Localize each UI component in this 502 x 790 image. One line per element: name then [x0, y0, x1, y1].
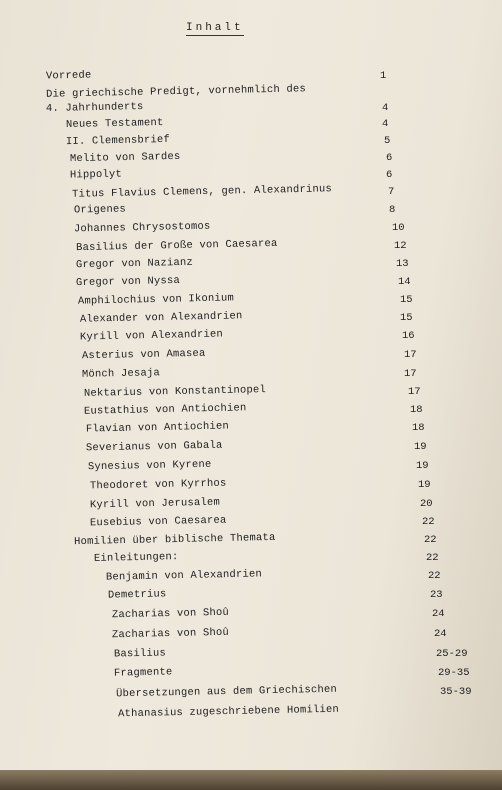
- toc-entry-page: 12: [394, 240, 407, 252]
- toc-entry-title: Gregor von Nazianz: [75, 256, 194, 272]
- toc-entry-page: 18: [412, 422, 425, 434]
- page-title: Inhalt: [186, 22, 244, 34]
- toc-entry-title: Alexander von Alexandrien: [79, 310, 243, 326]
- toc-entry-title: Melito von Sardes: [69, 150, 181, 166]
- toc-entry-title: Eusebius von Caesarea: [89, 514, 227, 530]
- toc-entry-page: 17: [408, 386, 421, 398]
- toc-entry-page: 17: [404, 349, 417, 361]
- toc-entry-page: 20: [420, 498, 433, 510]
- toc-entry-page: 14: [398, 276, 411, 288]
- toc-entry-page: 4: [382, 118, 389, 130]
- toc-entry-page: 23: [430, 589, 443, 601]
- toc-entry-page: 4: [382, 102, 389, 114]
- toc-entry-title: Athanasius zugeschriebene Homilien: [117, 703, 340, 721]
- toc-entry-page: 22: [422, 516, 435, 528]
- toc-entry-title: Einleitungen:: [93, 551, 179, 565]
- toc-entry-title: Johannes Chrysostomos: [73, 220, 211, 236]
- toc-entry-title: Fragmente: [113, 666, 173, 680]
- toc-entry-page: 18: [410, 404, 423, 416]
- toc-entry-page: 35-39: [440, 686, 472, 698]
- toc-entry-title: Severianus von Gabala: [85, 439, 223, 455]
- toc-entry-title: Amphilochius von Ikonium: [77, 292, 235, 308]
- toc-entry-title: Synesius von Kyrene: [87, 458, 212, 474]
- toc-entry-title: Origenes: [73, 203, 127, 217]
- toc-entry-page: 15: [400, 312, 413, 324]
- toc-entry-title: Kyrill von Alexandrien: [79, 328, 224, 344]
- toc-entry-page: 19: [416, 460, 429, 472]
- toc-entry-page: 6: [386, 169, 393, 181]
- toc-entry-page: 16: [402, 330, 415, 342]
- toc-entry-title: Neues Testament: [65, 116, 164, 132]
- toc-entry-page: 7: [388, 186, 395, 198]
- toc-entry-title: Vorrede: [45, 69, 92, 83]
- toc-entry-title: Demetrius: [107, 588, 167, 602]
- toc-entry-title: Eustathius von Antiochien: [83, 402, 247, 418]
- toc-entry-title: Titus Flavius Clemens, gen. Alexandrinus: [71, 183, 333, 201]
- toc-entry-page: 24: [434, 628, 447, 640]
- toc-entry-page: 19: [414, 441, 427, 453]
- toc-entry-page: 8: [389, 204, 396, 216]
- toc-entry-title: Basilius der Große von Caesarea: [75, 237, 278, 255]
- toc-entry-page: 17: [404, 368, 417, 380]
- toc-entry-title: Flavian von Antiochien: [85, 420, 230, 436]
- toc-entry-page: 22: [426, 552, 439, 564]
- toc-entry-title: Asterius von Amasea: [81, 347, 206, 363]
- toc-entry-title: 4. Jahrhunderts: [45, 100, 144, 116]
- toc-entry-page: 22: [428, 570, 441, 582]
- toc-entry-title: Kyrill von Jerusalem: [89, 496, 221, 512]
- toc-entry-page: 1: [380, 70, 387, 82]
- toc-entry-page: 13: [396, 258, 409, 270]
- toc-entry-title: II. Clemensbrief: [65, 133, 171, 149]
- toc-entry-title: Theodoret von Kyrrhos: [89, 477, 227, 493]
- toc-entry-title: Mönch Jesaja: [81, 367, 161, 381]
- toc-entry-page: 6: [386, 152, 393, 164]
- toc-entry-page: 19: [418, 479, 431, 491]
- toc-entry-title: Übersetzungen aus dem Griechischen: [115, 683, 338, 701]
- toc-entry-page: 15: [400, 294, 413, 306]
- toc-entry-page: 29-35: [438, 667, 470, 679]
- toc-entry-title: Gregor von Nyssa: [75, 274, 181, 290]
- toc-entry-page: 5: [384, 135, 391, 147]
- toc-entry-page: 24: [432, 608, 445, 620]
- toc-entry-title: Basilius: [113, 647, 167, 661]
- toc-entry-page: 25-29: [436, 648, 468, 660]
- toc-entry-page: 10: [392, 222, 405, 234]
- toc-entry-page: 22: [424, 534, 437, 546]
- toc-entry-title: Homilien über biblische Themata: [73, 531, 276, 549]
- toc-entry-title: Hippolyt: [69, 168, 123, 182]
- table-surface: [0, 770, 502, 790]
- toc-entry-title: Die griechische Predigt, vornehmlich des: [45, 83, 307, 101]
- toc-entry-title: Benjamin von Alexandrien: [105, 568, 263, 584]
- toc-entry-title: Nektarius von Konstantinopel: [83, 384, 267, 400]
- toc-entry-title: Zacharias von Shoû: [111, 626, 230, 642]
- toc-entry-title: Zacharias von Shoû: [111, 606, 230, 622]
